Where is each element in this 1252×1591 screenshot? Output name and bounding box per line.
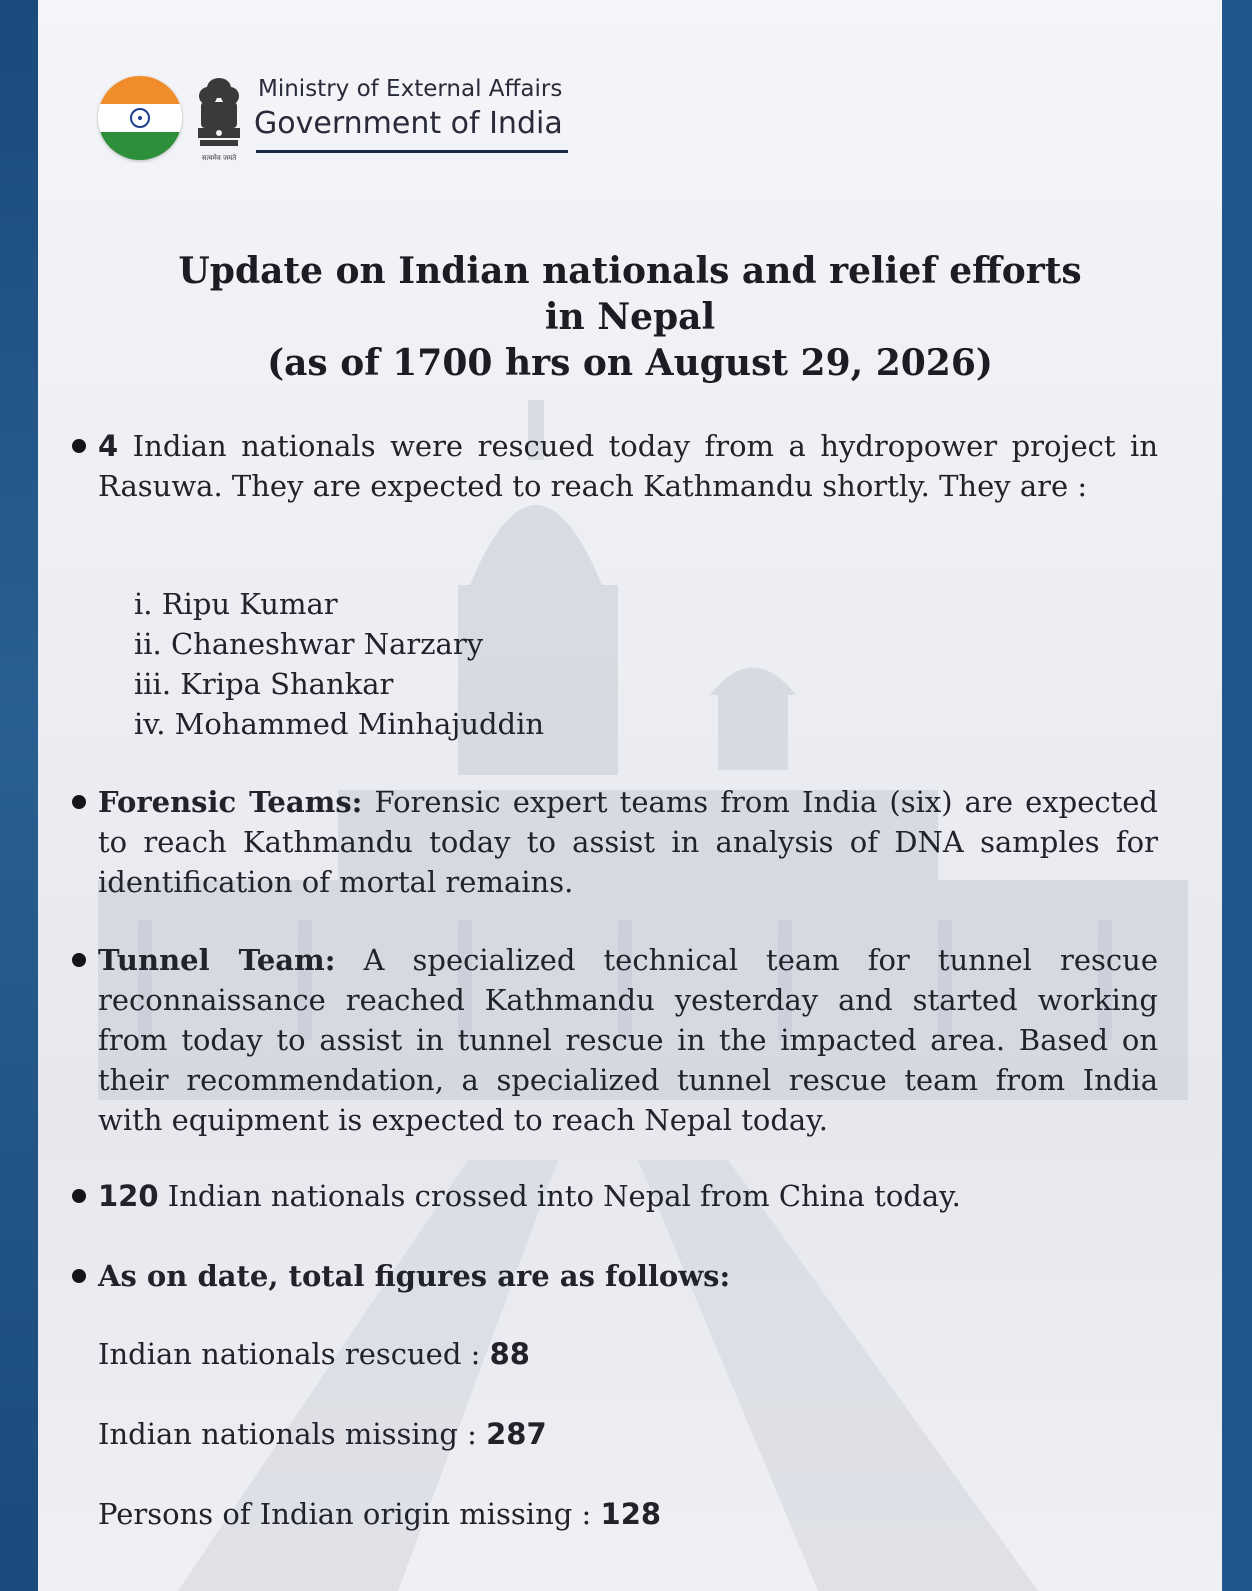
figure-value: 287 <box>486 1417 547 1451</box>
figure-value: 88 <box>489 1337 530 1371</box>
totals-heading: As on date, total figures are as follows: <box>98 1259 731 1293</box>
crossed-text: Indian nationals crossed into Nepal from China today. <box>158 1179 961 1213</box>
india-flag-icon <box>98 76 182 160</box>
title-line-3: (as of 1700 hrs on August 29, 2026) <box>267 342 993 384</box>
bullet-totals-heading <box>98 1256 1158 1296</box>
bullet-dot <box>72 795 86 809</box>
bullet-dot <box>72 953 86 967</box>
national-emblem-icon <box>192 74 246 166</box>
crossed-count: 120 <box>98 1179 159 1213</box>
tunnel-label: Tunnel Team: <box>98 943 336 977</box>
list-item: ii. Chaneshwar Narzary <box>134 627 484 661</box>
right-border <box>1222 0 1252 1591</box>
forensic-text: Forensic expert teams from India (six) are expected to reach Kathmandu today to assist in analysis of DNA samples for identification of mortal remains. <box>98 785 1158 899</box>
figure-label: Persons of Indian origin missing : <box>98 1497 601 1531</box>
title-line-2: in Nepal <box>544 296 716 338</box>
bullet-dot <box>72 1269 86 1283</box>
figure-label: Indian nationals missing : <box>98 1417 487 1451</box>
bullet-dot <box>72 439 86 453</box>
left-border <box>0 0 38 1591</box>
forensic-label: Forensic Teams: <box>98 785 363 819</box>
figure-pio-missing <box>98 1494 661 1534</box>
rescued-today-text: Indian nationals were rescued today from a hydropower project in Rasuwa. They are expected to reach Kathmandu shortly. They are : <box>98 429 1158 503</box>
tunnel-text: A specialized technical team for tunnel rescue reconnaissance reached Kathmandu yesterday and started working from today to assist in tunnel rescue in the impacted area. Based on their recommendation, a specialized tunnel rescue team from India with equipment is expected to reach Nepal today. <box>98 943 1158 1137</box>
ministry-header <box>98 74 618 164</box>
bullet-tunnel-team <box>98 940 1158 1140</box>
bullet-crossed-china <box>98 1176 1158 1216</box>
rescued-names-list <box>134 584 544 744</box>
government-name: Government of India <box>254 106 563 141</box>
list-item: iii. Kripa Shankar <box>134 667 394 701</box>
bullet-rescued-today <box>98 426 1158 506</box>
title-line-1: Update on Indian nationals and relief efforts <box>178 250 1082 292</box>
figure-value: 128 <box>600 1497 662 1531</box>
ministry-name: Ministry of External Affairs <box>258 76 563 102</box>
bullet-dot <box>72 1189 86 1203</box>
bullet-forensic-teams <box>98 782 1158 902</box>
figure-label: Indian nationals rescued : <box>98 1337 490 1371</box>
ashoka-chakra-icon <box>130 108 150 128</box>
document-page <box>38 0 1222 1591</box>
header-underline <box>256 150 568 153</box>
figure-missing <box>98 1414 547 1454</box>
list-item: iv. Mohammed Minhajuddin <box>134 707 545 741</box>
list-item: i. Ripu Kumar <box>134 587 338 621</box>
document-title <box>38 248 1222 386</box>
figure-rescued <box>98 1334 530 1374</box>
rescued-today-count: 4 <box>98 429 119 463</box>
emblem-motto: सत्यमेव जयते <box>201 154 237 162</box>
